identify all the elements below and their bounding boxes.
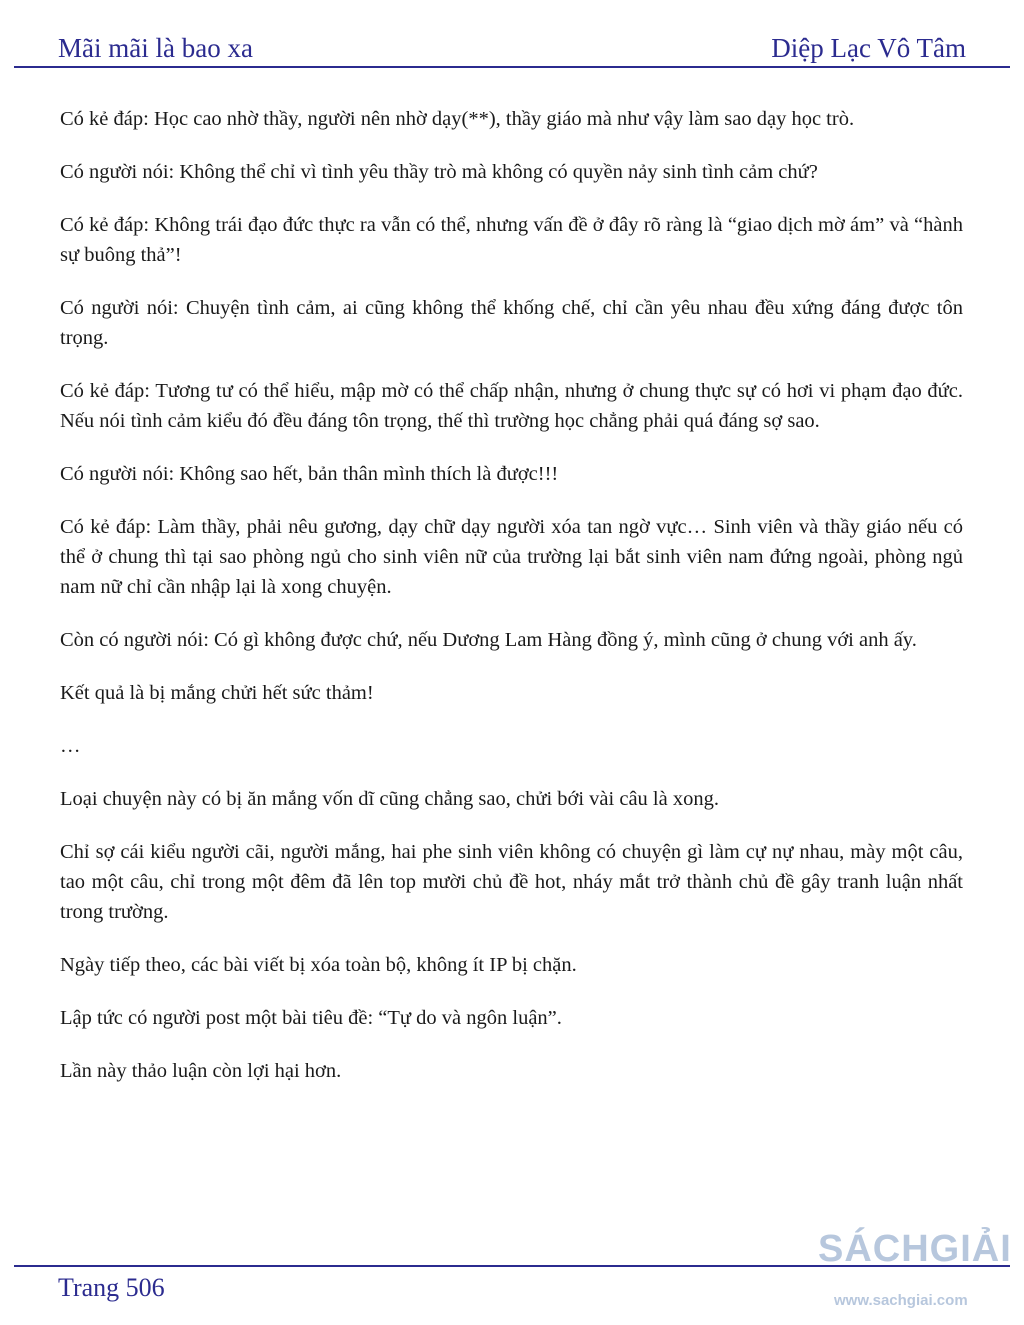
paragraph-14: Lần này thảo luận còn lợi hại hơn. bbox=[60, 1060, 342, 1082]
watermark-name: SÁCHGIẢI bbox=[818, 1228, 1012, 1270]
paragraph-10: Loại chuyện này có bị ăn mắng vốn dĩ cũng chẳng sao, chửi bới vài câu là xong. bbox=[60, 788, 719, 810]
paragraph-2: Có người nói: Không thể chỉ vì tình yêu thầy trò mà không có quyền nảy sinh tình cảm chứ? bbox=[60, 161, 818, 183]
paragraph-5: Có kẻ đáp: Tương tư có thể hiểu, mập mờ có thể chấp nhận, nhưng ở chung thực sự có hơi vi phạm đạo đức. Nếu nói tình cảm kiểu đó đều đáng tôn trọng, thế thì trường học chẳng phải quá đáng sợ sao. bbox=[60, 380, 963, 432]
paragraph-9: Kết quả là bị mắng chửi hết sức thảm! bbox=[60, 682, 374, 704]
paragraph-8: Còn có người nói: Có gì không được chứ, nếu Dương Lam Hàng đồng ý, mình cũng ở chung với anh ấy. bbox=[60, 629, 917, 651]
page-body bbox=[60, 104, 963, 1109]
paragraph-7: Có kẻ đáp: Làm thầy, phải nêu gương, dạy chữ dạy người xóa tan ngờ vực… Sinh viên và thầy giáo nếu có thể ở chung thì tại sao phòng ngủ cho sinh viên nữ của trường lại bắt sinh viên nam đứng ngoài, phòng ngủ nam nữ chỉ cần nhập lại là xong chuyện. bbox=[60, 516, 963, 598]
page-number: Trang 506 bbox=[58, 1273, 165, 1302]
page-header bbox=[58, 24, 966, 64]
paragraph-1: Có kẻ đáp: Học cao nhờ thầy, người nên nhờ dạy(**), thầy giáo mà như vậy làm sao dạy học trò. bbox=[60, 108, 855, 130]
paragraph-6: Có người nói: Không sao hết, bản thân mình thích là được!!! bbox=[60, 463, 559, 485]
book-title: Mãi mãi là bao xa bbox=[58, 33, 253, 63]
paragraph-13: Lập tức có người post một bài tiêu đề: “Tự do và ngôn luận”. bbox=[60, 1007, 562, 1029]
paragraph-4: Có người nói: Chuyện tình cảm, ai cũng không thể khống chế, chỉ cần yêu nhau đều xứng đáng được tôn trọng. bbox=[60, 297, 963, 349]
watermark-logo bbox=[818, 1228, 1018, 1318]
paragraph-3: Có kẻ đáp: Không trái đạo đức thực ra vẫn có thể, nhưng vấn đề ở đây rõ ràng là “giao dịch mờ ám” và “hành sự buông thả”! bbox=[60, 214, 963, 266]
page-footer bbox=[58, 1273, 165, 1303]
paragraph-ellipsis: … bbox=[60, 735, 81, 757]
header-divider bbox=[14, 66, 1010, 68]
author-name: Diệp Lạc Vô Tâm bbox=[771, 33, 966, 63]
paragraph-12: Ngày tiếp theo, các bài viết bị xóa toàn bộ, không ít IP bị chặn. bbox=[60, 954, 577, 976]
watermark-url: www.sachgiai.com bbox=[834, 1292, 968, 1309]
paragraph-11: Chỉ sợ cái kiểu người cãi, người mắng, hai phe sinh viên không có chuyện gì làm cự nự nhau, mày một câu, tao một câu, chỉ trong một đêm đã lên top mười chủ đề hot, nháy mắt trở thành chủ đề gây tranh luận nhất trong trường. bbox=[60, 841, 963, 923]
